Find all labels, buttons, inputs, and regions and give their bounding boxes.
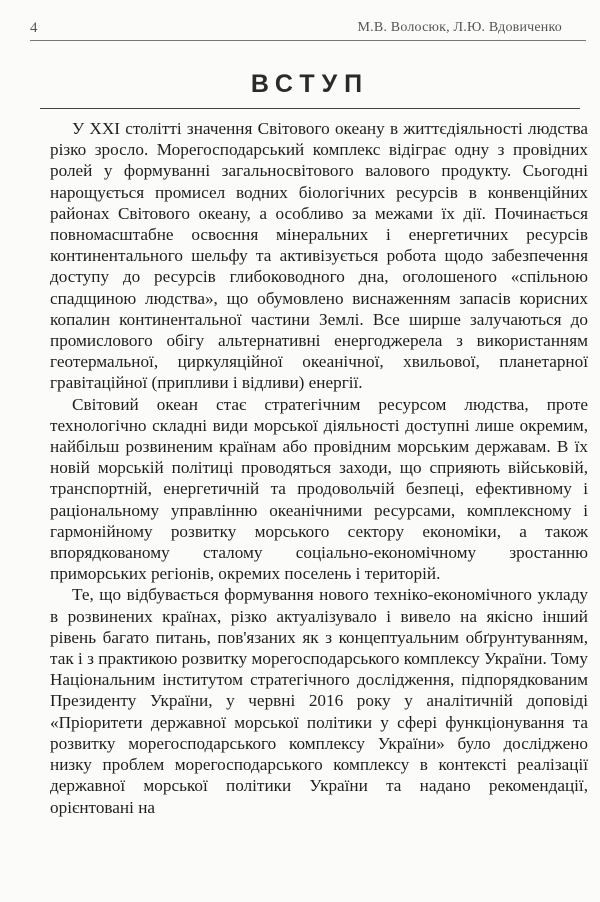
chapter-divider	[40, 108, 580, 109]
page-number: 4	[30, 20, 38, 36]
paragraph: У XXI столітті значення Світового океану в життєдіяльності людства різко зросло. Морегосподарський комплекс відіграє одну з провідних ролей у формуванні загальносвітового валового продукту. Сьогодні нарощується промисел водних біологічних ресурсів в конвенційних районах Світового океану, а особливо за межами їх дії. Починається повномасштабне освоєння мінеральних і енергетичних ресурсів континентального шельфу та активізується робота щодо забезпечення доступу до ресурсів глибоководного дна, оголошеного «спільною спадщиною людства», що обумовлено виснаженням запасів корисних копалин континентальної частини Землі. Все ширше залучаються до промислового обігу альтернативні енергоджерела з використанням геотермальної, циркуляційної океанічної, хвильової, планетарної гравітаційної (припливи і відливи) енергії.	[50, 119, 588, 393]
running-header	[30, 18, 586, 44]
running-head-authors: М.В. Волосюк, Л.Ю. Вдовиченко	[357, 20, 562, 35]
paragraph: Світовий океан стає стратегічним ресурсом людства, проте технологічно складні види морської діяльності доступні лише окремим, найбільш розвиненим країнам або провідним морським державам. В їх новій морській політиці проводяться заходи, що сприяють військовій, транспортній, енергетичній та продовольчій безпеці, ефективному і раціональному управлінню океанічними ресурсами, комплексному і гармонійному розвитку морського сектору економіки, а також впорядкованому сталому соціально-економічному зростанню приморських регіонів, окремих поселень і територій.	[50, 394, 588, 584]
chapter-heading	[40, 62, 580, 112]
paragraph: Те, що відбувається формування нового техніко-економічного укладу в розвинених країнах, різко актуалізувало і вивело на якісно інший рівень багато питань, пов'язаних як з концептуальним обґрунтуванням, так і з практикою розвитку морегосподарського комплексу України. Тому Національним інститутом стратегічного дослідження, підпорядкованим Президенту України, у червні 2016 року у аналітичній доповіді «Пріоритети державної морської політики у сфері функціонування та розвитку морегосподарського комплексу України» було досліджено низку проблем морегосподарського комплексу в контексті реалізації державної морської політики України та надано рекомендації, орієнтовані на	[50, 585, 588, 817]
header-divider	[30, 40, 586, 41]
chapter-title: ВСТУП	[250, 70, 370, 98]
body-text	[50, 118, 588, 818]
